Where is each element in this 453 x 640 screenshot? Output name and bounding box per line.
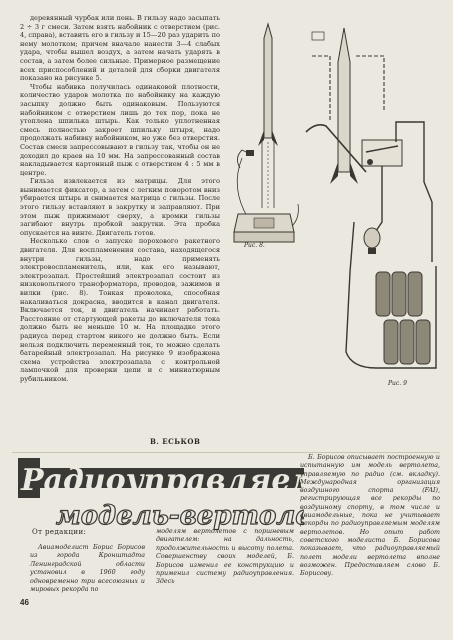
lead-column-2 (156, 528, 294, 587)
lead-column-1 (30, 544, 145, 594)
headline-line-1: Радиоуправляе (21, 463, 291, 498)
article-headline (14, 450, 304, 532)
lead-paragraph-1: Авиамоделист Борис Борисов из города Кронштадта Ленинградской области установил в 1960 году одновременно три всесоюзных и мировых рекорда по (30, 544, 145, 594)
intro-paragraph: Б. Борисов описывает построенную и испытанную им модель вертолета, управляемую по радио (см. вкладку). Международная организация воздушного спорта (FAI), регистрирующая все рекорды по воздушному спорту, в том числе и авиамодельные, пока не учитывает рекорды по радиоуправляемым моделям вертолетов. Но опыт работ советского моделиста Б. Борисова показывает, что радиоуправляемый полет модели вертолета вполне возможен. Предоставляем слово Б. Борисову. (300, 454, 440, 578)
figure-8-rocket-stand (228, 18, 303, 250)
article-column (20, 14, 220, 384)
figure-9-igniter-schematic (296, 22, 444, 402)
article-paragraph: Несколько слов о запуске порохового ракетного двигателя. Для воспламенения состава, находящегося внутри гильзы, надо применять электровоспламенитель, или, как его называют, электрозапал. Простейший электрозапал состоит из низковольтного трансформатора, проводов, зажимов и вилки (рис. 8). Тонкая проволока, способная накаливаться докрасна, вводится в канал двигателя. Включается ток, и двигатель начинает работать. Расстояние от стартующей ракеты до включателя тока должно быть не меньше 10 м. На площадке этого радиуса перед стартом никого не должно быть. Если нельзя подключить переменный ток, то можно сделать батарейный электрозапал. На рисунке 9 изображена схема устройства электрозапала с контрольной лампочкой для проверки цепи и с миниатюрным рубильником. (20, 237, 220, 383)
article-paragraph: Гильза извлекается из матрицы. Для этого вынимается фиксатор, а затем с легким поворотом вниз убирается штырь и снимается матрица с гильзы. После этого гильзу вставляют в закрутку и заправляют. При этом пыж прижимают сверху, а кромки гильзы загибают внутрь пробкой закрутки. Эта пробка опускается на винте. Двигатель готов. (20, 177, 220, 237)
editor-label: От редакции: (32, 528, 87, 536)
rocket-stand-drawing (228, 18, 303, 250)
figure-8-caption: Рис. 8. (244, 242, 265, 249)
page-number: 46 (20, 598, 29, 607)
article-paragraph: деревянный чурбак или пень. В гильзу надо засыпать 2 ÷ 3 г смеси. Затем взять набойник с отверстием (рис. 4, справа), вставить его в гильзу и 15—20 раз ударить по нему молотком; причем вначале нанести 3—4 слабых удара, чтобы вышел воздух, а затем начать ударять в состав, а затем более сильные. Примерное размещение всех приспособлений и деталей для сборки двигателя показано на рисунке 5. (20, 14, 220, 83)
article-paragraph: Чтобы набивка получилась одинаковой плотности, количество ударов молотка по набойнику на каждую засыпку должно быть одинаковым. Пользуются набойником с отверстием лишь до тех пор, пока не утоплена шпилька штырь. Как только уплотненная смесь полностью закроет шпильку штыря, надо продолжать набивку набойником, но уже без отверстия. Состав смеси запрессовывают в гильзу так, чтобы он не доходил до краев на 10 мм. На запрессованный состав накладывается картонный пыж с отверстием 4 : 5 мм в центре. (20, 82, 220, 177)
headline-line-2: модель-вертол (56, 501, 296, 531)
lead-paragraph-2: моделям вертолетов с поршневым двигателем: на дальность, продолжительность и высоту полета. Совершенству своих моделей, Б. Борисов изменил ее конструкцию и применил систему радиоуправления. Здесь (156, 528, 294, 586)
intro-column (300, 454, 440, 578)
igniter-schematic-drawing (296, 22, 444, 402)
author-signature: В. ЕСЬКОВ (150, 437, 201, 446)
headline-lettering (14, 450, 304, 532)
figure-9-caption: Рис. 9 (388, 380, 407, 387)
